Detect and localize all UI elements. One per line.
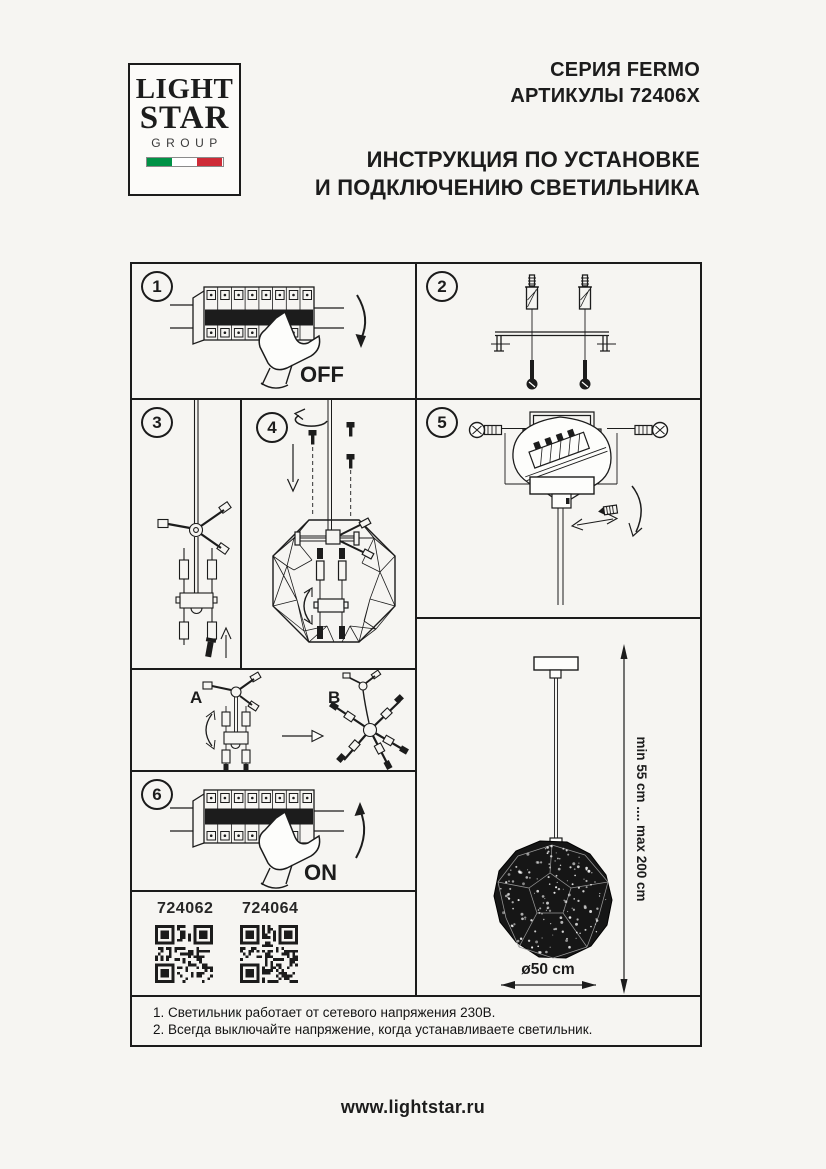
instruction-title-line2: И ПОДКЛЮЧЕНИЮ СВЕТИЛЬНИКА [314,175,700,200]
grub-screw-icon [203,637,216,657]
step-2-diagram [417,264,700,398]
switch-down-arrow-icon [356,295,367,348]
suspension-assembly-drawing [158,400,231,658]
swing-arrow-icon [206,711,215,749]
instruction-title [315,146,700,202]
diameter-dimension [501,961,596,989]
wall-anchor-icon [525,275,539,309]
pendant-lamp-drawing [417,619,700,995]
step-number-badge: 1 [141,271,173,302]
step-6-diagram [132,772,415,890]
article-number-724062: 724062 [157,900,214,917]
note-line-1: 1. Светильник работает от сетевого напряжения 230В. [153,1005,496,1020]
qr-code-724064 [240,925,298,983]
note-line-2: 2. Всегда выключайте напряжение, когда устанавливаете светильник. [153,1022,593,1037]
rotate-icon [295,409,327,426]
breaker-toggles-off [205,310,313,326]
variant-b-assembly [329,670,409,770]
variant-b-label: B [328,688,341,707]
step-1-diagram [132,264,415,398]
step-3-panel [130,398,242,670]
switch-up-arrow-icon [355,802,366,858]
connector-block [180,593,213,608]
document-header [315,57,700,202]
step-3-diagram [132,400,240,668]
flag-red-stripe [197,158,222,166]
screw-icon [607,423,668,438]
articles-title: АРТИКУЛЫ 72406X [510,85,700,107]
up-arrow-icon [221,628,231,658]
transition-arrow-icon [282,731,323,742]
connector-block [318,599,344,612]
ceiling-canopy [534,657,578,670]
website-url: www.lightstar.ru [340,1097,486,1117]
step-number-badge: 3 [141,407,173,438]
shade-assembly-drawing [273,400,395,642]
wall-anchor-icon [578,275,592,309]
canopy-mount-drawing [470,412,668,605]
step-6-panel [130,770,417,892]
height-range-label: min 55 cm .... max 200 cm [634,736,649,902]
articles-panel [130,890,417,997]
step-number-badge: 2 [426,271,458,302]
sphere-shade [494,841,612,958]
article-number-724064: 724064 [242,900,299,917]
diameter-label: ø50 cm [521,961,575,978]
step-5-diagram [417,400,700,617]
off-label: OFF [300,362,344,387]
set-screw-icon [598,505,618,516]
height-dimension [621,644,650,994]
step-number-badge: 5 [426,407,458,438]
flag-green-stripe [147,158,172,166]
cage-wireframe [273,538,395,642]
on-label: ON [304,860,337,885]
variant-a-assembly [203,672,261,770]
step-number-badge: 4 [256,412,288,443]
down-arrow-icon [288,444,299,491]
mounting-bracket-drawing [491,275,616,390]
canopy [530,477,594,494]
variant-a-label: A [190,688,203,707]
step-1-panel [130,262,417,400]
logo-word-star: STAR [139,100,230,136]
logo-word-group: GROUP [151,136,223,150]
step-2-panel [415,262,702,400]
screw-icon [309,430,317,445]
step-4-panel [240,398,417,670]
rotate-arrow-icon [304,588,312,624]
rotate-arrow-icon [629,486,642,536]
logo-word-light: LIGHT [135,73,234,105]
step-5-panel [415,398,702,619]
lightstar-logo [128,63,241,196]
qr-code-724062 [155,925,213,983]
screw-icon [347,422,355,469]
step-number-badge: 6 [141,779,173,810]
series-title: СЕРИЯ FERMO [550,59,700,81]
suspension-cord [555,678,558,838]
lamp-dimensions-panel [415,617,702,997]
double-arrow-icon [572,514,617,530]
instruction-title-line1: ИНСТРУКЦИЯ ПО УСТАНОВКЕ [366,147,700,172]
flag-white-stripe [172,158,197,166]
italian-flag-bar [146,157,224,167]
breaker-toggles-on [205,809,313,825]
variants-diagram [132,670,415,770]
variants-panel [130,668,417,772]
notes-panel [130,995,702,1047]
